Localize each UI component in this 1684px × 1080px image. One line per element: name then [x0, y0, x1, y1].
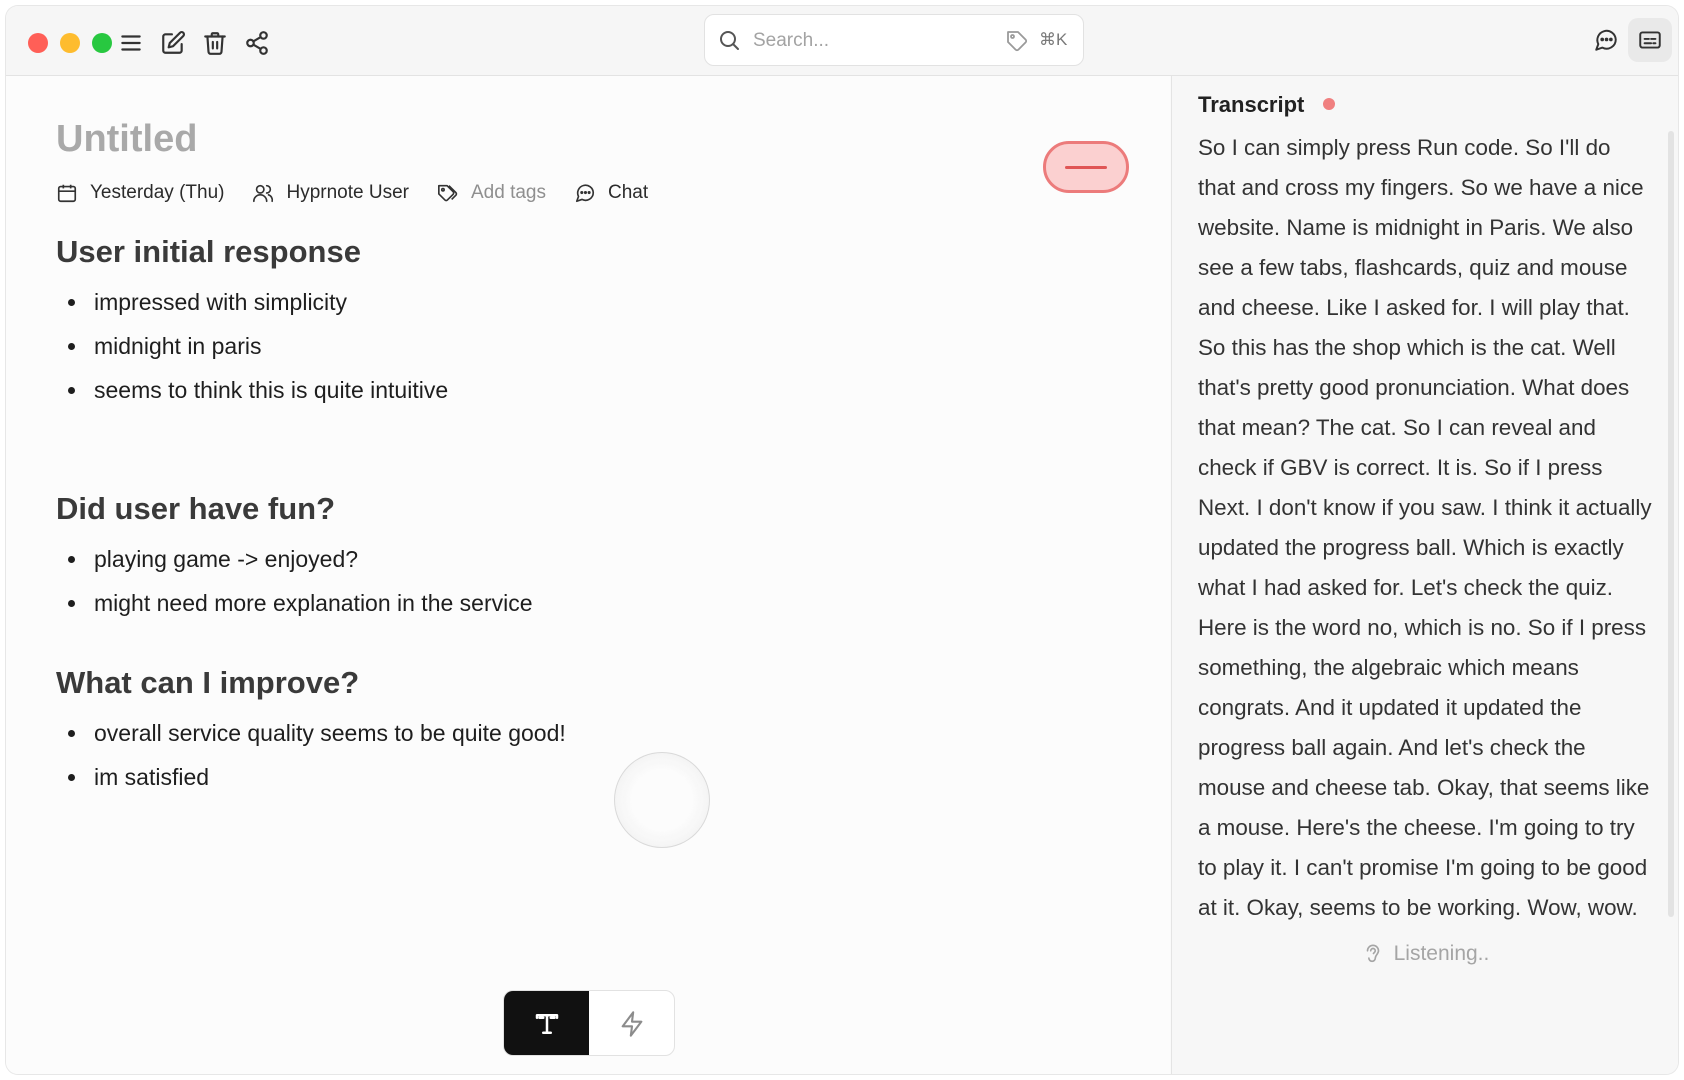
- note-section[interactable]: [56, 665, 566, 799]
- note-section[interactable]: [56, 234, 448, 412]
- listening-status: [1172, 942, 1678, 966]
- text-mode-button[interactable]: [504, 991, 589, 1056]
- app-window: [6, 6, 1678, 1074]
- tags-icon: [437, 182, 459, 204]
- bullet-list: [56, 280, 448, 412]
- list-item: might need more explanation in the service: [56, 581, 533, 625]
- menu-icon[interactable]: [118, 30, 144, 56]
- users-icon: [252, 182, 274, 204]
- participants-chip[interactable]: [252, 182, 409, 204]
- bullet-list: [56, 711, 566, 799]
- trash-icon[interactable]: [202, 30, 228, 56]
- bullet-list: [56, 537, 533, 625]
- editor-mode-switch[interactable]: [503, 990, 675, 1056]
- transcript-panel: [1171, 76, 1678, 1074]
- close-window-button[interactable]: [28, 33, 48, 53]
- search-shortcut: ⌘K: [1039, 30, 1068, 49]
- list-item: midnight in paris: [56, 324, 448, 368]
- captions-icon: [1637, 27, 1663, 53]
- chat-bubble-icon: [1593, 27, 1619, 53]
- transcript-title: Transcript: [1198, 92, 1305, 117]
- note-editor[interactable]: [6, 76, 1170, 1074]
- lightning-icon: [618, 1010, 646, 1038]
- share-icon[interactable]: [244, 30, 270, 56]
- stop-recording-button[interactable]: [1043, 141, 1129, 193]
- recording-indicator: [1323, 98, 1335, 110]
- chat-chip[interactable]: [574, 182, 648, 204]
- participant-label: Hyprnote User: [286, 182, 409, 203]
- search-icon: [717, 28, 741, 52]
- transcript-text: So I can simply press Run code. So I'll do that and cross my fingers. So we have a nice website. Name is midnight in Paris. We also see a few tabs, flashcards, quiz and mouse and cheese. Like I asked for. I will play that. So this has the shop which is the cat. Well that's pretty good pronunciation. What does that mean? The cat. So I can reveal and check if GBV is correct. It is. So if I press Next. I don't know if you saw. I think it actually updated the progress ball. Which is exactly what I had asked for. Let's check the quiz. Here is the word no, which is no. So if I press something, the algebraic which means congrats. And it updated it updated the progress ball again. And let's check the mouse and cheese tab. Okay, that seems like a mouse. Here's the cheese. I'm going to try to play it. I can't promise I'm going to be good at it. Okay, seems to be working. Wow, wow.: [1198, 135, 1652, 920]
- list-item: playing game -> enjoyed?: [56, 537, 533, 581]
- zoom-window-button[interactable]: [92, 33, 112, 53]
- ear-icon: [1362, 943, 1384, 965]
- section-heading: Did user have fun?: [56, 491, 336, 526]
- add-tags-label: Add tags: [470, 182, 546, 203]
- enhance-mode-button[interactable]: [589, 991, 674, 1056]
- search-bar[interactable]: [704, 14, 1084, 66]
- section-heading: User initial response: [56, 234, 361, 269]
- list-item: overall service quality seems to be quite good!: [56, 711, 566, 755]
- list-item: im satisfied: [56, 755, 566, 799]
- note-meta: [56, 182, 676, 204]
- recording-waveform-icon: [1065, 166, 1107, 169]
- transcript-scrollbar[interactable]: [1668, 131, 1674, 917]
- date-label: Yesterday (Thu): [90, 182, 225, 203]
- section-heading: What can I improve?: [56, 665, 360, 700]
- new-note-icon[interactable]: [160, 30, 186, 56]
- add-tags-chip[interactable]: [437, 182, 546, 204]
- mouse-cursor-highlight: [614, 752, 710, 848]
- transcript-toggle-button[interactable]: [1628, 18, 1672, 62]
- text-format-icon: [532, 1009, 562, 1039]
- chat-label: Chat: [607, 182, 649, 203]
- tag-icon: [1005, 29, 1029, 53]
- minimize-window-button[interactable]: [60, 33, 80, 53]
- search-input[interactable]: Search...: [753, 30, 830, 51]
- list-item: impressed with simplicity: [56, 280, 448, 324]
- chat-icon: [574, 182, 596, 204]
- list-item: seems to think this is quite intuitive: [56, 368, 448, 412]
- date-chip[interactable]: [56, 182, 224, 204]
- note-title[interactable]: Untitled: [56, 118, 198, 160]
- note-section[interactable]: [56, 491, 533, 625]
- calendar-icon: [56, 182, 78, 204]
- chat-toggle-button[interactable]: [1584, 18, 1628, 62]
- toolbar: [6, 6, 1678, 76]
- listening-label: Listening..: [1393, 942, 1490, 965]
